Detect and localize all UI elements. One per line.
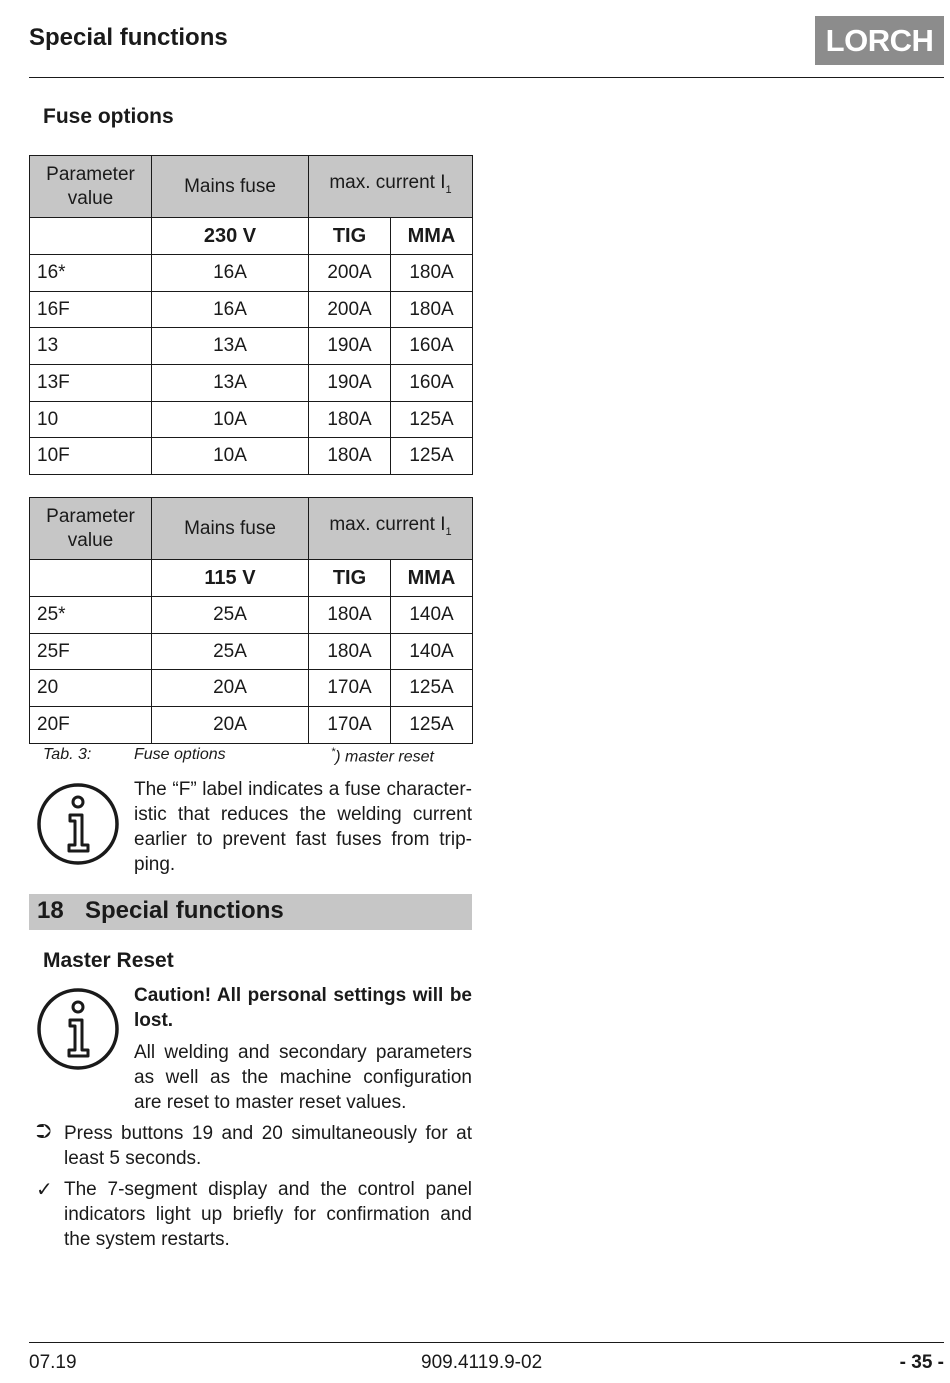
cell-mma: 125A xyxy=(391,707,473,744)
cell-parameter: 25F xyxy=(30,633,152,670)
info-icon xyxy=(36,782,120,866)
cell-mains-fuse: 13A xyxy=(152,328,309,365)
cell-mains-fuse: 25A xyxy=(152,597,309,634)
voltage-cell: 230 V xyxy=(152,218,309,255)
cell-mma: 160A xyxy=(391,328,473,365)
voltage-cell: 115 V xyxy=(152,560,309,597)
checkmark-icon: ✓ xyxy=(36,1179,53,1201)
table-caption-note: *) master reset xyxy=(331,746,434,766)
cell-mma: 140A xyxy=(391,633,473,670)
cell-mains-fuse: 20A xyxy=(152,670,309,707)
col-header-parameter: Parameter value xyxy=(30,156,152,218)
cell-mains-fuse: 10A xyxy=(152,438,309,475)
cell-tig: 200A xyxy=(309,291,391,328)
table-caption-text: Fuse options xyxy=(134,746,226,763)
cell-parameter: 20F xyxy=(30,707,152,744)
cell-mma: 140A xyxy=(391,597,473,634)
cell-mma: 160A xyxy=(391,365,473,402)
step-text: Press buttons 19 and 20 simultaneously for at least 5 seconds. xyxy=(64,1123,472,1169)
cell-mains-fuse: 16A xyxy=(152,291,309,328)
fuse-options-heading: Fuse options xyxy=(43,105,174,128)
mma-header: MMA xyxy=(391,560,473,597)
cell-tig: 200A xyxy=(309,255,391,292)
cell-parameter: 25* xyxy=(30,597,152,634)
col-header-max-current: max. current $I_1$ xyxy=(309,498,473,560)
info-icon xyxy=(36,987,120,1071)
tig-header: TIG xyxy=(309,560,391,597)
cell-mma: 125A xyxy=(391,670,473,707)
footer-date: 07.19 xyxy=(29,1352,77,1373)
cell-tig: 180A xyxy=(309,633,391,670)
footer-rule xyxy=(29,1342,944,1343)
fuse-info-text: The “F” label indicates a fuse character- istic that reduces the welding current earlier to prevent fast fuses from trip- ping. xyxy=(134,779,472,875)
cell-mma: 180A xyxy=(391,255,473,292)
cell-parameter: 16* xyxy=(30,255,152,292)
cell-parameter: 20 xyxy=(30,670,152,707)
cell-parameter: 13F xyxy=(30,365,152,402)
cell-mains-fuse: 20A xyxy=(152,707,309,744)
table-row xyxy=(30,401,473,438)
cell-tig: 180A xyxy=(309,438,391,475)
section-title: Special functions xyxy=(85,897,284,924)
empty-cell xyxy=(30,218,152,255)
table-row xyxy=(30,255,473,292)
lorch-logo: LORCH xyxy=(815,16,944,65)
col-header-mains-fuse: Mains fuse xyxy=(152,498,309,560)
fuse-table-230v xyxy=(29,155,473,475)
table-caption-label: Tab. 3: xyxy=(43,746,92,763)
cell-tig: 190A xyxy=(309,328,391,365)
empty-cell xyxy=(30,560,152,597)
step-arrow-icon: ⮊ xyxy=(36,1121,52,1143)
cell-tig: 190A xyxy=(309,365,391,402)
col-header-parameter: Parameter value xyxy=(30,498,152,560)
result-text: The 7-segment display and the control panel indicators light up briefly for confirmation and the system restarts. xyxy=(64,1179,472,1250)
col-header-mains-fuse: Mains fuse xyxy=(152,156,309,218)
caution-text: Caution! All personal settings will be lost. xyxy=(134,985,472,1031)
section-number: 18 xyxy=(37,897,64,924)
cell-mma: 180A xyxy=(391,291,473,328)
table-row xyxy=(30,670,473,707)
cell-mma: 125A xyxy=(391,401,473,438)
fuse-table-115v xyxy=(29,497,473,744)
cell-tig: 170A xyxy=(309,670,391,707)
table-row xyxy=(30,291,473,328)
cell-mains-fuse: 10A xyxy=(152,401,309,438)
page-title: Special functions xyxy=(29,24,228,51)
cell-mains-fuse: 25A xyxy=(152,633,309,670)
table-row xyxy=(30,328,473,365)
table-row xyxy=(30,438,473,475)
cell-tig: 170A xyxy=(309,707,391,744)
col-header-max-current: max. current $I_1$ xyxy=(309,156,473,218)
table-row xyxy=(30,707,473,744)
cell-parameter: 10F xyxy=(30,438,152,475)
table-row xyxy=(30,633,473,670)
cell-parameter: 16F xyxy=(30,291,152,328)
mma-header: MMA xyxy=(391,218,473,255)
cell-parameter: 13 xyxy=(30,328,152,365)
cell-tig: 180A xyxy=(309,401,391,438)
cell-parameter: 10 xyxy=(30,401,152,438)
footer-doc-number: 909.4119.9-02 xyxy=(421,1352,543,1373)
caution-body: All welding and secondary parameters as well as the machine configuration are reset to master reset values. xyxy=(134,1042,472,1113)
master-reset-heading: Master Reset xyxy=(43,949,174,972)
footer-page-number: - 35 - xyxy=(899,1352,944,1373)
cell-tig: 180A xyxy=(309,597,391,634)
cell-mains-fuse: 13A xyxy=(152,365,309,402)
cell-mains-fuse: 16A xyxy=(152,255,309,292)
tig-header: TIG xyxy=(309,218,391,255)
table-row xyxy=(30,597,473,634)
table-row xyxy=(30,365,473,402)
cell-mma: 125A xyxy=(391,438,473,475)
header-rule xyxy=(29,77,944,78)
